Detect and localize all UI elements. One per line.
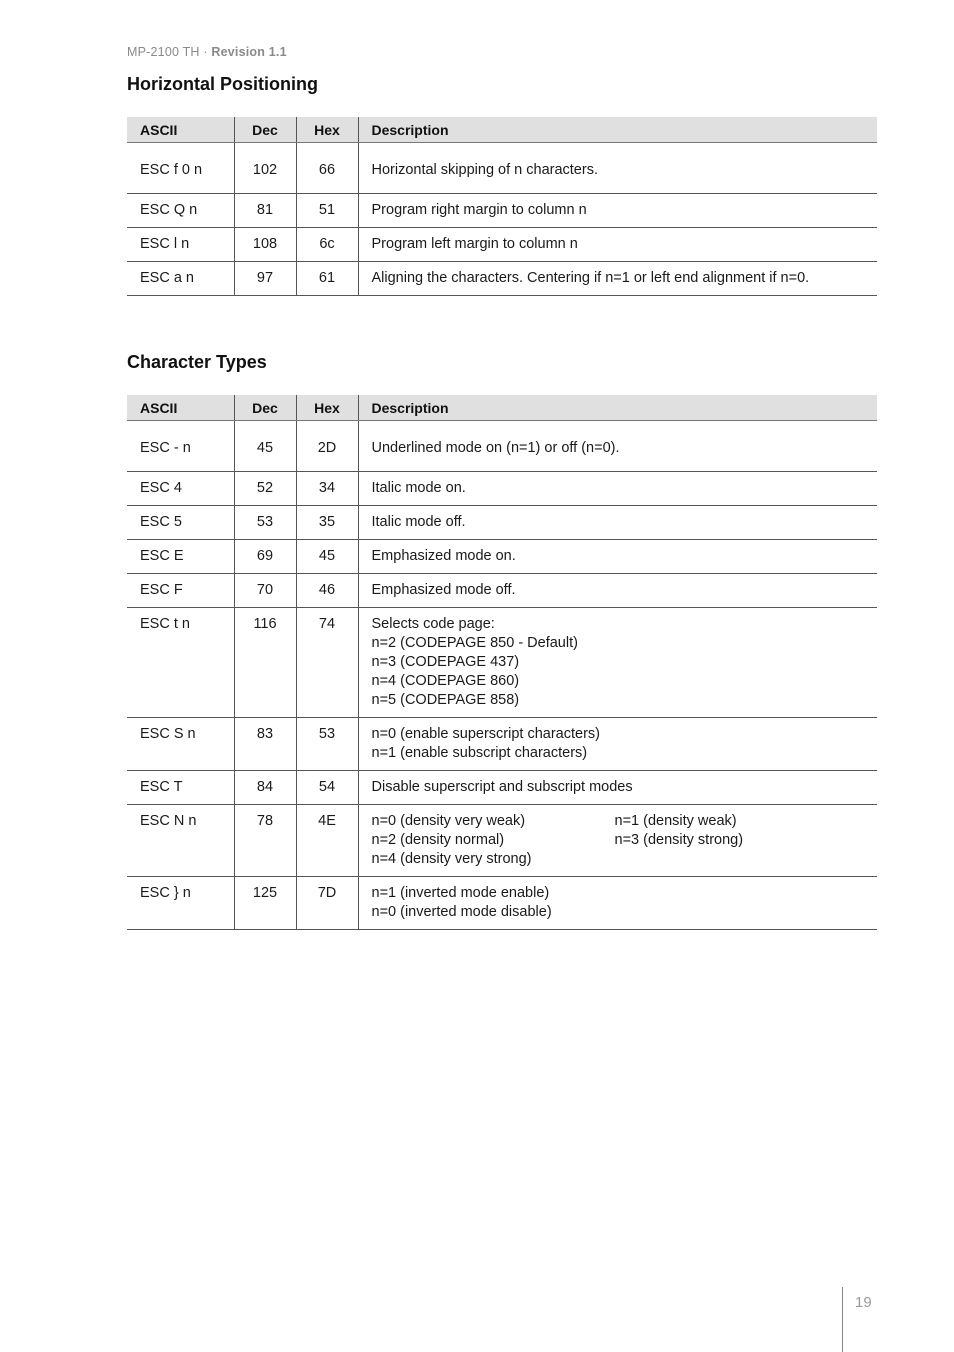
description-line: Horizontal skipping of n characters. bbox=[371, 162, 598, 178]
cell-dec: 81 bbox=[234, 194, 296, 228]
description-line: Italic mode on. bbox=[371, 480, 466, 496]
table-row bbox=[127, 194, 877, 228]
cell-dec: 125 bbox=[234, 877, 296, 930]
cell-description bbox=[358, 228, 877, 262]
cell-dec: 69 bbox=[234, 540, 296, 574]
description-line: n=1 (inverted mode enable) bbox=[371, 885, 550, 901]
horizontal-positioning-table bbox=[127, 117, 877, 296]
column-header-ascii: ASCII bbox=[127, 395, 234, 421]
cell-description bbox=[358, 608, 877, 718]
table-row bbox=[127, 143, 877, 194]
description-line: n=0 (inverted mode disable) bbox=[371, 904, 552, 920]
description-line: Aligning the characters. Centering if n=1 or left end alignment if n=0. bbox=[371, 270, 810, 286]
description-line: Underlined mode on (n=1) or off (n=0). bbox=[371, 440, 620, 456]
description-line: n=5 (CODEPAGE 858) bbox=[371, 692, 520, 708]
cell-hex: 61 bbox=[296, 262, 358, 296]
table-row bbox=[127, 877, 877, 930]
table-row bbox=[127, 540, 877, 574]
column-header-description: Description bbox=[358, 395, 877, 421]
cell-hex: 46 bbox=[296, 574, 358, 608]
cell-description bbox=[358, 877, 877, 930]
description-line: Disable superscript and subscript modes bbox=[371, 779, 633, 795]
cell-description bbox=[358, 262, 877, 296]
cell-description bbox=[358, 771, 877, 805]
cell-ascii: ESC 5 bbox=[127, 506, 234, 540]
cell-hex: 54 bbox=[296, 771, 358, 805]
table-row bbox=[127, 805, 877, 877]
cell-hex: 66 bbox=[296, 143, 358, 194]
cell-dec: 116 bbox=[234, 608, 296, 718]
column-header-hex: Hex bbox=[296, 395, 358, 421]
cell-description bbox=[358, 506, 877, 540]
description-line: n=0 (enable superscript characters) bbox=[371, 726, 600, 742]
cell-ascii: ESC - n bbox=[127, 421, 234, 472]
cell-hex: 7D bbox=[296, 877, 358, 930]
cell-dec: 70 bbox=[234, 574, 296, 608]
cell-hex: 53 bbox=[296, 718, 358, 771]
cell-ascii: ESC N n bbox=[127, 805, 234, 877]
column-header-dec: Dec bbox=[234, 117, 296, 143]
header-revision: Revision 1.1 bbox=[211, 45, 287, 59]
cell-ascii: ESC 4 bbox=[127, 472, 234, 506]
description-line: Italic mode off. bbox=[371, 514, 466, 530]
table-row bbox=[127, 574, 877, 608]
description-line: Program right margin to column n bbox=[371, 202, 587, 218]
table-row bbox=[127, 718, 877, 771]
table-row bbox=[127, 506, 877, 540]
column-header-hex: Hex bbox=[296, 117, 358, 143]
cell-dec: 78 bbox=[234, 805, 296, 877]
description-line: n=4 (CODEPAGE 860) bbox=[371, 673, 520, 689]
column-header-dec: Dec bbox=[234, 395, 296, 421]
cell-description bbox=[358, 540, 877, 574]
character-types-rows bbox=[127, 421, 877, 930]
cell-hex: 51 bbox=[296, 194, 358, 228]
cell-ascii: ESC E bbox=[127, 540, 234, 574]
table-row bbox=[127, 771, 877, 805]
table-row bbox=[127, 472, 877, 506]
cell-dec: 84 bbox=[234, 771, 296, 805]
table-row bbox=[127, 262, 877, 296]
cell-dec: 53 bbox=[234, 506, 296, 540]
cell-ascii: ESC T bbox=[127, 771, 234, 805]
cell-dec: 108 bbox=[234, 228, 296, 262]
density-option: n=1 (density weak) bbox=[614, 813, 737, 829]
cell-dec: 52 bbox=[234, 472, 296, 506]
cell-description bbox=[358, 143, 877, 194]
table-row bbox=[127, 228, 877, 262]
cell-description bbox=[358, 718, 877, 771]
description-line: n=2 (CODEPAGE 850 - Default) bbox=[371, 635, 578, 651]
cell-hex: 35 bbox=[296, 506, 358, 540]
running-header bbox=[127, 45, 287, 59]
description-line: Emphasized mode off. bbox=[371, 582, 516, 598]
page-number: 19 bbox=[855, 1294, 872, 1311]
cell-hex: 2D bbox=[296, 421, 358, 472]
cell-dec: 83 bbox=[234, 718, 296, 771]
page-number-divider bbox=[842, 1287, 843, 1352]
header-product: MP-2100 TH bbox=[127, 45, 200, 59]
cell-description bbox=[358, 472, 877, 506]
cell-ascii: ESC S n bbox=[127, 718, 234, 771]
description-line: Emphasized mode on. bbox=[371, 548, 516, 564]
cell-ascii: ESC f 0 n bbox=[127, 143, 234, 194]
cell-ascii: ESC } n bbox=[127, 877, 234, 930]
character-types-table bbox=[127, 395, 877, 930]
table-row bbox=[127, 608, 877, 718]
density-option: n=3 (density strong) bbox=[614, 832, 744, 848]
table-row bbox=[127, 421, 877, 472]
description-line: n=1 (enable subscript characters) bbox=[371, 745, 588, 761]
column-header-description: Description bbox=[358, 117, 877, 143]
column-header-ascii: ASCII bbox=[127, 117, 234, 143]
cell-dec: 45 bbox=[234, 421, 296, 472]
table-header-row bbox=[127, 395, 877, 421]
density-option: n=2 (density normal) bbox=[371, 832, 505, 848]
density-options bbox=[372, 812, 866, 869]
table-header-row bbox=[127, 117, 877, 143]
horizontal-positioning-rows bbox=[127, 143, 877, 296]
density-option: n=0 (density very weak) bbox=[371, 813, 526, 829]
cell-description bbox=[358, 574, 877, 608]
section-title-horizontal-positioning: Horizontal Positioning bbox=[127, 74, 318, 94]
cell-description bbox=[358, 421, 877, 472]
cell-description bbox=[358, 805, 877, 877]
cell-description bbox=[358, 194, 877, 228]
cell-hex: 74 bbox=[296, 608, 358, 718]
cell-ascii: ESC t n bbox=[127, 608, 234, 718]
description-line: Selects code page: bbox=[371, 616, 495, 632]
cell-ascii: ESC F bbox=[127, 574, 234, 608]
description-line: Program left margin to column n bbox=[371, 236, 578, 252]
cell-hex: 6c bbox=[296, 228, 358, 262]
cell-hex: 45 bbox=[296, 540, 358, 574]
cell-hex: 34 bbox=[296, 472, 358, 506]
cell-ascii: ESC Q n bbox=[127, 194, 234, 228]
cell-dec: 97 bbox=[234, 262, 296, 296]
header-separator: · bbox=[203, 45, 208, 59]
density-option: n=4 (density very strong) bbox=[371, 851, 532, 867]
cell-hex: 4E bbox=[296, 805, 358, 877]
cell-dec: 102 bbox=[234, 143, 296, 194]
cell-ascii: ESC l n bbox=[127, 228, 234, 262]
description-line: n=3 (CODEPAGE 437) bbox=[371, 654, 520, 670]
cell-ascii: ESC a n bbox=[127, 262, 234, 296]
section-title-character-types: Character Types bbox=[127, 352, 267, 372]
